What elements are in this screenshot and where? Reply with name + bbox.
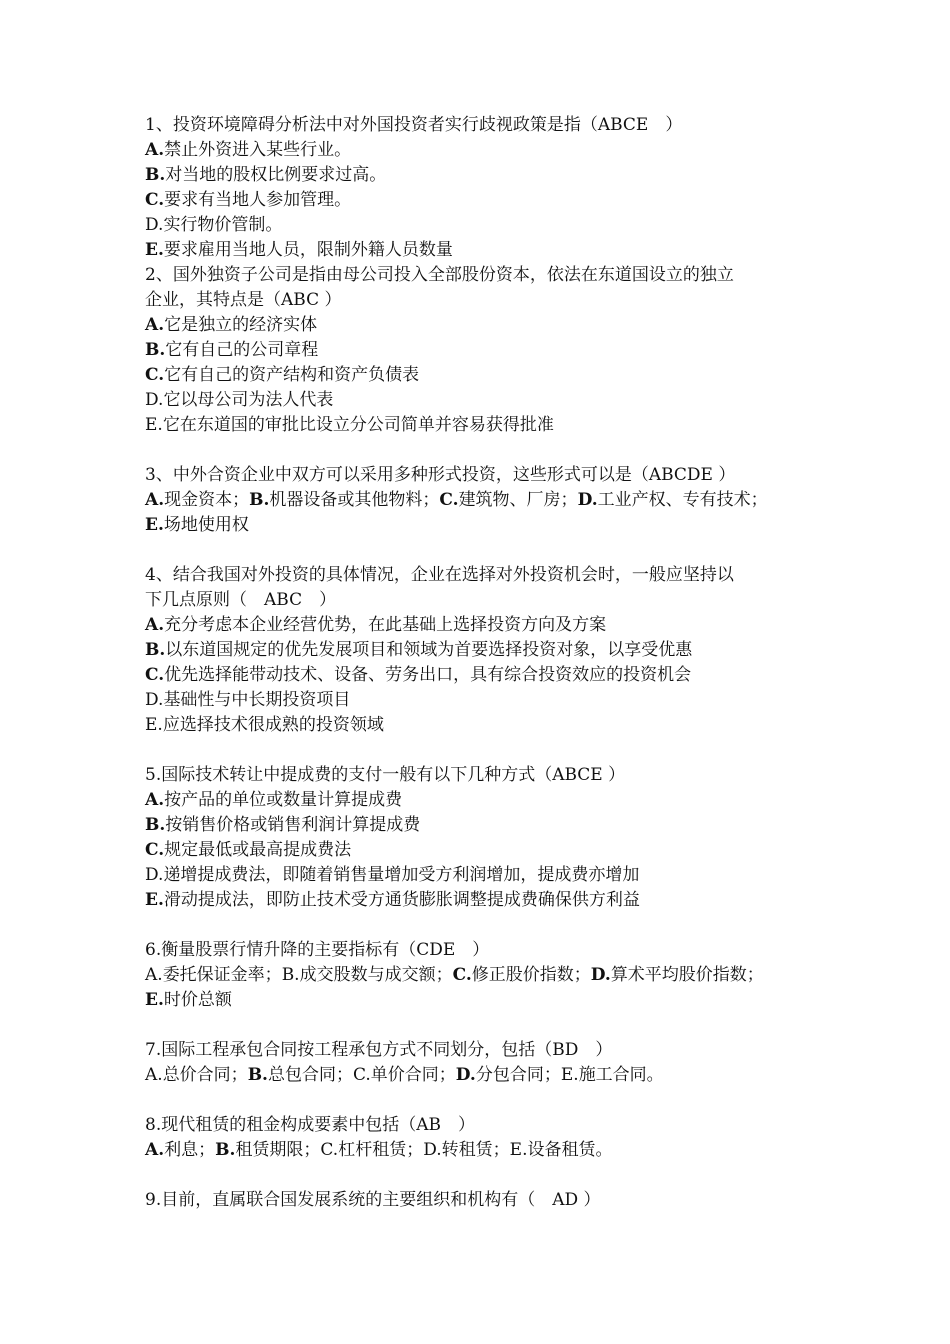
answer-options-row	[145, 988, 825, 1013]
option-letter: C.	[145, 190, 165, 210]
option-text: 对当地的股权比例要求过高。	[165, 165, 387, 185]
question-8	[145, 1113, 825, 1163]
question-text-line: 8.现代租赁的租金构成要素中包括（AB ）	[145, 1115, 475, 1135]
option-letter: D.	[145, 390, 164, 410]
option-letter: C.	[145, 665, 165, 685]
answer-options-row	[145, 488, 825, 513]
option-letter: D.	[145, 690, 164, 710]
blank-line	[145, 1163, 825, 1188]
option-letter: A.	[145, 790, 165, 810]
answer-option	[145, 213, 825, 238]
option-letter: E.	[145, 890, 164, 910]
option-letter: A.	[145, 490, 165, 510]
question-text-line: 1、投资环境障碍分析法中对外国投资者实行歧视政策是指（ABCE ）	[145, 115, 683, 135]
question-text-line: 2、国外独资子公司是指由母公司投入全部股份资本，依法在东道国设立的独立	[145, 265, 734, 285]
answer-options-row	[145, 513, 825, 538]
option-text: 算术平均股价指数；	[610, 965, 764, 985]
answer-option	[145, 888, 825, 913]
option-letter: A.	[145, 1065, 163, 1085]
option-text: 时价总额	[163, 990, 232, 1010]
option-text: 委托保证金率；	[162, 965, 282, 985]
question-1	[145, 113, 825, 263]
answer-option	[145, 863, 825, 888]
option-text: 要求有当地人参加管理。	[164, 190, 352, 210]
answer-option	[145, 338, 825, 363]
question-text-line: 下几点原则（ ABC ）	[145, 590, 337, 610]
option-text: 实行物价管制。	[163, 215, 283, 235]
blank-line	[145, 738, 825, 763]
option-text: 按销售价格或销售利润计算提成费	[165, 815, 421, 835]
option-letter: A.	[145, 140, 165, 160]
question-text-line: 4、结合我国对外投资的具体情况，企业在选择对外投资机会时，一般应坚持以	[145, 565, 734, 585]
option-letter: D.	[590, 965, 611, 985]
option-text: 设备租赁。	[527, 1140, 613, 1160]
option-letter: D.	[455, 1065, 476, 1085]
question-text-line: 3、中外合资企业中双方可以采用多种形式投资，这些形式可以是（ABCDE ）	[145, 465, 736, 485]
option-letter: E.	[145, 240, 164, 260]
option-text: 施工合同。	[578, 1065, 664, 1085]
option-text: 成交股数与成交额；	[299, 965, 453, 985]
option-text: 优先选择能带动技术、设备、劳务出口，具有综合投资效应的投资机会	[164, 665, 692, 685]
option-text: 利息；	[164, 1140, 216, 1160]
option-letter: D.	[577, 490, 598, 510]
option-text: 分包合同；	[475, 1065, 561, 1085]
option-letter: B.	[281, 965, 300, 985]
question-text-line: 5.国际技术转让中提成费的支付一般有以下几种方式（ABCE ）	[145, 765, 626, 785]
answer-option	[145, 313, 825, 338]
question-7	[145, 1038, 825, 1088]
blank-line	[145, 438, 825, 463]
option-text: 租赁期限；	[235, 1140, 321, 1160]
option-letter: B.	[247, 1065, 268, 1085]
answer-option	[145, 238, 825, 263]
option-text: 规定最低或最高提成费法	[164, 840, 352, 860]
option-letter: B.	[145, 340, 166, 360]
option-text: 以东道国规定的优先发展项目和领域为首要选择投资对象，以享受优惠	[165, 640, 693, 660]
option-letter: A.	[145, 615, 165, 635]
question-text-line: 9.目前，直属联合国发展系统的主要组织和机构有（ AD ）	[145, 1190, 601, 1210]
option-text: 充分考虑本企业经营优势，在此基础上选择投资方向及方案	[164, 615, 607, 635]
option-text: 建筑物、厂房；	[458, 490, 578, 510]
answer-option	[145, 613, 825, 638]
option-letter: B.	[145, 640, 166, 660]
option-letter: C.	[145, 365, 165, 385]
option-text: 禁止外资进入某些行业。	[164, 140, 352, 160]
answer-option	[145, 838, 825, 863]
answer-options-row	[145, 1138, 825, 1163]
answer-option	[145, 813, 825, 838]
answer-option	[145, 713, 825, 738]
option-letter: D.	[145, 215, 164, 235]
option-letter: E.	[560, 1065, 579, 1085]
option-text: 现金资本；	[164, 490, 250, 510]
option-text: 总包合同；	[267, 1065, 353, 1085]
answer-option	[145, 638, 825, 663]
option-text: 机器设备或其他物料；	[269, 490, 440, 510]
option-letter: E.	[145, 715, 163, 735]
answer-option	[145, 663, 825, 688]
question-text-line: 7.国际工程承包合同按工程承包方式不同划分，包括（BD ）	[145, 1040, 613, 1060]
question-3	[145, 463, 825, 538]
option-letter: B.	[215, 1140, 236, 1160]
option-text: 递增提成费法，即随着销售量增加受方利润增加，提成费亦增加	[163, 865, 640, 885]
option-letter: B.	[249, 490, 270, 510]
option-text: 按产品的单位或数量计算提成费	[164, 790, 403, 810]
answer-option	[145, 163, 825, 188]
option-text: 它是独立的经济实体	[164, 315, 318, 335]
option-text: 基础性与中长期投资项目	[163, 690, 351, 710]
question-list	[145, 113, 825, 1213]
option-letter: C.	[452, 965, 472, 985]
question-6	[145, 938, 825, 1013]
question-5	[145, 763, 825, 913]
option-text: 应选择技术很成熟的投资领域	[162, 715, 384, 735]
option-letter: D.	[423, 1140, 442, 1160]
answer-option	[145, 688, 825, 713]
option-letter: C.	[439, 490, 459, 510]
option-letter: B.	[145, 165, 166, 185]
option-text: 要求雇用当地人员，限制外籍人员数量	[163, 240, 453, 260]
option-letter: C.	[145, 840, 165, 860]
option-text: 杠杆租赁；	[338, 1140, 424, 1160]
blank-line	[145, 538, 825, 563]
option-letter: E.	[145, 990, 164, 1010]
question-4	[145, 563, 825, 738]
answer-option	[145, 138, 825, 163]
blank-line	[145, 913, 825, 938]
question-9	[145, 1188, 825, 1213]
answer-option	[145, 388, 825, 413]
option-text: 场地使用权	[163, 515, 249, 535]
blank-line	[145, 1013, 825, 1038]
answer-option	[145, 413, 825, 438]
option-text: 它以母公司为法人代表	[163, 390, 334, 410]
option-letter: E.	[145, 415, 163, 435]
answer-option	[145, 188, 825, 213]
question-text-line: 6.衡量股票行情升降的主要指标有（CDE ）	[145, 940, 490, 960]
question-2	[145, 263, 825, 438]
option-text: 它有自己的资产结构和资产负债表	[164, 365, 420, 385]
option-text: 工业产权、专有技术；	[597, 490, 768, 510]
answer-options-row	[145, 963, 825, 988]
option-text: 它有自己的公司章程	[165, 340, 319, 360]
answer-option	[145, 363, 825, 388]
option-text: 修正股价指数；	[471, 965, 591, 985]
blank-line	[145, 1088, 825, 1113]
option-text: 转租赁；	[441, 1140, 510, 1160]
option-letter: B.	[145, 815, 166, 835]
option-letter: D.	[145, 865, 164, 885]
answer-options-row	[145, 1063, 825, 1088]
option-text: 单价合同；	[370, 1065, 456, 1085]
option-text: 滑动提成法，即防止技术受方通货膨胀调整提成费确保供方利益	[163, 890, 640, 910]
option-letter: A.	[145, 1140, 165, 1160]
option-letter: E.	[145, 515, 164, 535]
option-letter: C.	[352, 1065, 371, 1085]
option-letter: A.	[145, 315, 165, 335]
option-letter: E.	[509, 1140, 528, 1160]
option-letter: C.	[320, 1140, 339, 1160]
answer-option	[145, 788, 825, 813]
option-text: 它在东道国的审批比设立分公司简单并容易获得批准	[162, 415, 554, 435]
question-text-line: 企业，其特点是（ABC ）	[145, 290, 342, 310]
option-text: 总价合同；	[162, 1065, 248, 1085]
option-letter: A.	[145, 965, 163, 985]
